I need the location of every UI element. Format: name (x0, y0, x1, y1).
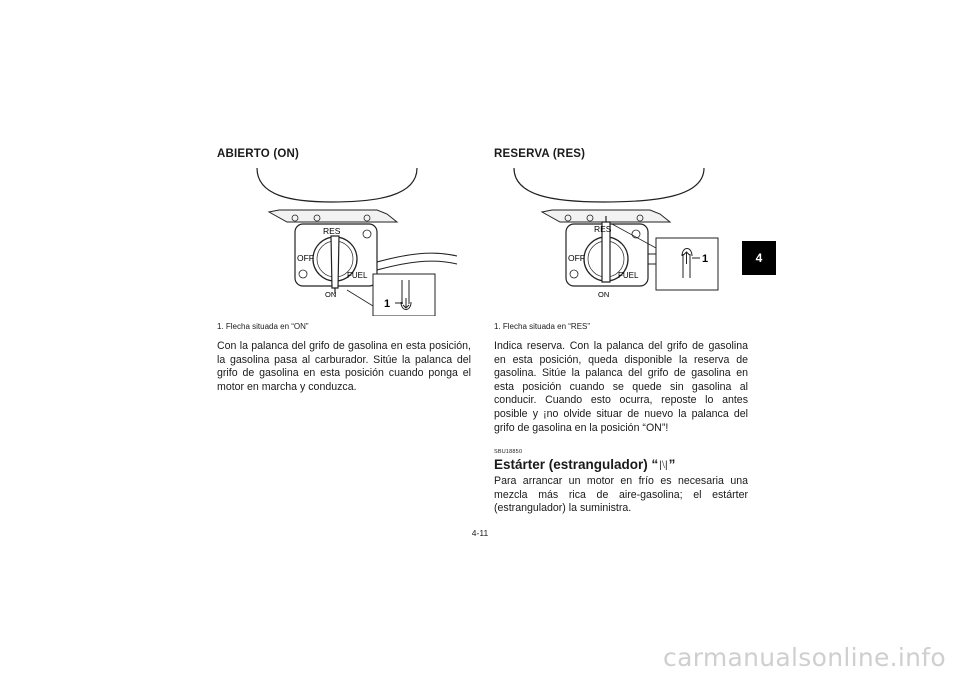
choke-heading (494, 457, 748, 472)
callout-1: 1 (384, 298, 391, 310)
fuel-cock-res-illustration (494, 166, 748, 316)
left-column (217, 148, 471, 394)
figure-caption-on: 1. Flecha situada en “ON” (217, 322, 309, 331)
choke-icon: |⧵| (659, 460, 668, 472)
label-on: ON (325, 290, 337, 299)
label-res: RES (323, 226, 341, 236)
watermark: carmanualsonline.info (663, 643, 946, 672)
lever (331, 236, 339, 288)
label-on: ON (598, 290, 610, 299)
choke-heading-close: ” (668, 457, 676, 473)
label-fuel: FUEL (347, 271, 368, 280)
tank-outline (257, 168, 417, 202)
reference-code: SBU18850 (494, 449, 523, 456)
section-title-res: RESERVA (RES) (494, 148, 586, 160)
fuel-cock-res-drawing (494, 166, 748, 316)
mounting-plate (269, 210, 397, 222)
fuel-pipe (377, 253, 457, 262)
section-title-on: ABIERTO (ON) (217, 148, 300, 160)
fuel-pipe (377, 261, 457, 270)
fuel-cock-on-drawing (217, 166, 471, 316)
label-fuel: FUEL (618, 271, 639, 280)
right-column (494, 148, 748, 516)
inset-box (373, 274, 435, 316)
tank-outline (514, 168, 704, 202)
label-off: OFF (297, 253, 314, 263)
fuel-cock-on-illustration (217, 166, 471, 316)
chapter-tab: 4 (742, 241, 776, 275)
label-res: RES (594, 224, 612, 234)
figure-caption-res: 1. Flecha situada en “RES” (494, 322, 591, 331)
choke-heading-text: Estárter (estrangulador) “ (494, 457, 659, 473)
inset-leader (347, 290, 373, 306)
callout-1: 1 (702, 253, 709, 265)
paragraph-on: Con la palanca del grifo de gasolina en esta posición, la gasolina pasa al carburador. Sitúe la palanca del grifo de gasolina en esta posición cuando ponga el motor en marcha y conduzca. (217, 340, 471, 393)
paragraph-res: Indica reserva. Con la palanca del grifo de gasolina en esta posición, queda disponible la reserva de gasolina. Sitúe la palanca del grifo de gasolina en esta posición cuando se quede sin gasolina al conducir. Cuando esto ocurra, reposte lo antes posible y ¡no olvide situar de nuevo la palanca del grifo de gasolina en la posición “ON”! (494, 340, 748, 434)
page-number: 4-11 (471, 528, 489, 538)
paragraph-choke: Para arrancar un motor en frío es necesaria una mezcla más rica de aire-gasolina; el estárter (estrangulador) la suministra. (494, 475, 748, 515)
label-off: OFF (568, 253, 585, 263)
